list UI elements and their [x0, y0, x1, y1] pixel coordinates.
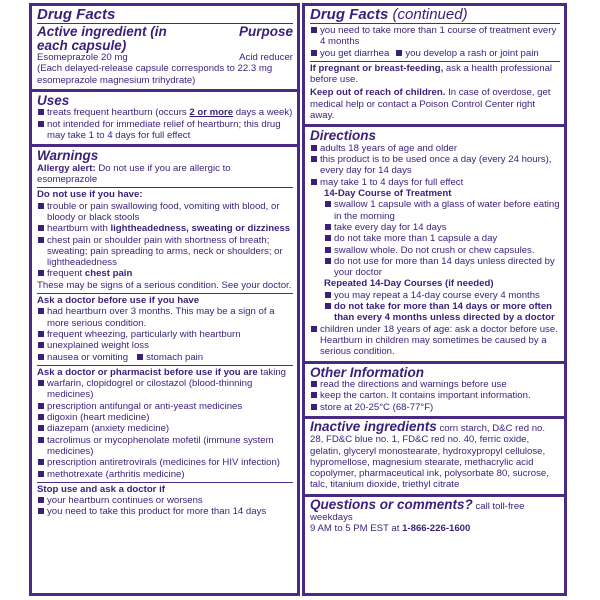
inactive-ingredients-section	[305, 419, 564, 497]
course-item: do not take more than 1 capsule a day	[324, 233, 560, 244]
uses-section	[32, 92, 297, 147]
course-item: do not use for more than 14 days unless directed by your doctor	[324, 256, 560, 279]
other-information-heading: Other Information	[310, 364, 424, 380]
serious-condition-note: These may be signs of a serious condition. See your doctor.	[37, 279, 292, 291]
active-ingredient-heading: Active ingredient (in each capsule)	[37, 24, 167, 53]
do-not-use-item: frequent chest pain	[37, 268, 293, 279]
ask-doctor-item: had heartburn over 3 months. This may be a sign of a more serious condition.	[37, 306, 293, 329]
purpose-heading: Purpose	[238, 24, 293, 39]
allergy-alert: Allergy alert: Do not use if you are allergic to esomeprazole	[37, 162, 231, 186]
do-not-use-item: chest pain or shoulder pain with shortness of breath; sweating; pain spreading to arms, neck or shoulders; or lightheadedness	[37, 235, 293, 269]
course-item: take every day for 14 days	[324, 222, 560, 233]
other-information-section	[305, 364, 564, 419]
questions-line: Questions or comments? call toll-free weekdays	[310, 496, 525, 523]
directions-section	[305, 127, 564, 363]
pharmacist-item: prescription antifungal or anti-yeast medicines	[37, 401, 293, 412]
course-list	[310, 199, 560, 278]
do-not-use-item: heartburn with lightheadedness, sweating or dizziness	[37, 223, 293, 234]
pharmacist-item: tacrolimus or mycophenolate mofetil (immune system medicines)	[37, 435, 293, 458]
pharmacist-item: digoxin (heart medicine)	[37, 412, 293, 423]
stop-use-item: you get diarrhea	[310, 48, 389, 59]
stop-use-item: you need to take this product for more than 14 days	[37, 506, 293, 517]
stop-use-item: you develop a rash or joint pain	[395, 48, 560, 59]
stop-use-item: your heartburn continues or worsens	[37, 495, 293, 506]
directions-item: children under 18 years of age: ask a doctor before use. Heartburn in children may sometimes be caused by a serious condition.	[310, 324, 560, 358]
ask-pharmacist-heading: Ask a doctor or pharmacist before use if you are taking	[37, 366, 287, 378]
active-ingredient-section	[32, 6, 297, 92]
stop-use-pair	[310, 48, 560, 59]
repeat-list	[310, 290, 560, 324]
ask-doctor-item: frequent wheezing, particularly with heartburn	[37, 329, 293, 340]
pregnancy-warning: If pregnant or breast-feeding, ask a health professional before use.	[310, 62, 553, 86]
directions-heading: Directions	[310, 128, 377, 144]
warnings-section	[32, 147, 297, 520]
drug-facts-label	[29, 3, 567, 596]
other-item: store at 20-25°C (68-77°F)	[310, 402, 560, 413]
ingredient-note: (Each delayed-release capsule corresponds to 22.3 mg esomeprazole magnesium trihydrate)	[37, 63, 273, 86]
warnings-heading: Warnings	[37, 148, 99, 164]
phone-number: 1-866-226-1600	[402, 523, 471, 535]
ingredient-purpose: Acid reducer	[239, 52, 293, 63]
uses-heading: Uses	[37, 92, 70, 108]
do-not-use-heading: Do not use if you have:	[37, 189, 143, 201]
stop-use-item: you need to take more than 1 course of treatment every 4 months	[310, 25, 560, 48]
directions-item: this product is to be used once a day (every 24 hours), every day for 14 days	[310, 154, 560, 177]
repeat-heading: Repeated 14-Day Courses (if needed)	[324, 278, 494, 290]
uses-item-2: not intended for immediate relief of heartburn; this drug may take 1 to 4 days for full effect	[37, 119, 293, 142]
inactive-ingredients: Inactive ingredients corn starch, D&C red no. 28, FD&C blue no. 1, FD&C red no. 40, ferric oxide, gelatin, glyceryl monostearate, hydroxypropyl cellulose, hypromellose, magnesium stearate, methacrylic acid copolymer, pharmaceutical ink, polysorbate 80, sucrose, talc, titanium dioxide, triethyl citrate	[310, 418, 549, 491]
questions-section	[305, 497, 564, 538]
course-item: swallow whole. Do not crush or chew capsules.	[324, 245, 560, 256]
repeat-item: you may repeat a 14-day course every 4 months	[324, 290, 560, 301]
ask-doctor-item: nausea or vomiting	[37, 352, 128, 363]
right-column	[302, 3, 567, 596]
course-item: swallow 1 capsule with a glass of water before eating in the morning	[324, 199, 560, 222]
ask-doctor-heading: Ask a doctor before use if you have	[37, 295, 200, 307]
phone-line: 9 AM to 5 PM EST at 1-866-226-1600	[310, 523, 471, 535]
ask-doctor-item: stomach pain	[136, 352, 293, 363]
repeat-item: do not take for more than 14 days or more often than every 4 months unless directed by a doctor	[324, 301, 560, 324]
pharmacist-item: warfarin, clopidogrel or cilostazol (blood-thinning medicines)	[37, 378, 293, 401]
do-not-use-item: trouble or pain swallowing food, vomiting with blood, or bloody or black stools	[37, 201, 293, 224]
uses-item-1: treats frequent heartburn (occurs 2 or more days a week)	[37, 107, 293, 118]
keep-out-of-reach: Keep out of reach of children. In case of overdose, get medical help or contact a Poison Control Center right away.	[310, 87, 551, 122]
directions-item: may take 1 to 4 days for full effect	[310, 177, 560, 188]
ask-doctor-pair	[37, 352, 293, 363]
ask-doctor-item: unexplained weight loss	[37, 340, 293, 351]
pharmacist-item: prescription antiretrovirals (medicines for HIV infection)	[37, 457, 293, 468]
other-item: keep the carton. It contains important information.	[310, 390, 560, 401]
course-heading: 14-Day Course of Treatment	[324, 188, 452, 200]
drug-facts-continued-title: Drug Facts (continued)	[310, 6, 468, 23]
ingredient-name: Esomeprazole 20 mg	[37, 52, 128, 63]
left-column	[29, 3, 300, 596]
drug-facts-title: Drug Facts	[37, 6, 116, 23]
other-item: read the directions and warnings before use	[310, 379, 560, 390]
pharmacist-item: methotrexate (arthritis medicine)	[37, 469, 293, 480]
directions-item: adults 18 years of age and older	[310, 143, 560, 154]
continued-section	[305, 6, 564, 127]
questions-heading: Questions or comments?	[310, 496, 473, 512]
pharmacist-item: diazepam (anxiety medicine)	[37, 423, 293, 434]
inactive-heading: Inactive ingredients	[310, 418, 437, 434]
stop-use-heading: Stop use and ask a doctor if	[37, 483, 165, 495]
